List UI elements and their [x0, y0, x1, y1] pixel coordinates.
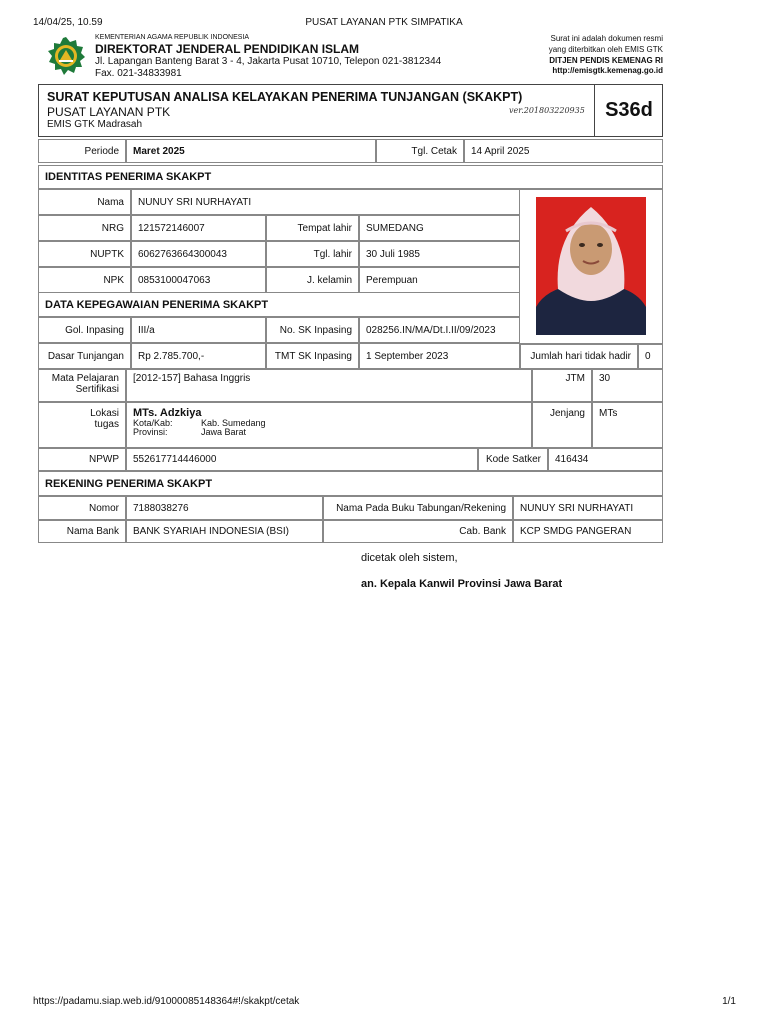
hari-value: 0	[638, 343, 663, 369]
note-line-2: yang diterbitkan oleh EMIS GTK	[548, 44, 663, 54]
lokasi-label-line-1: Lokasi	[90, 408, 119, 419]
nomor-label: Nomor	[38, 496, 126, 520]
sk-label: No. SK Inpasing	[266, 317, 359, 343]
document-version: ver.201803220935	[509, 106, 585, 115]
nomor-value: 7188038276	[126, 496, 323, 520]
mapel-label	[38, 369, 126, 402]
person-photo-icon	[536, 197, 646, 335]
nuptk-label: NUPTK	[38, 241, 131, 267]
recipient-photo	[536, 197, 646, 335]
cab-value: KCP SMDG PANGERAN	[513, 520, 663, 543]
document-title-box	[38, 84, 663, 137]
jk-label: J. kelamin	[266, 267, 359, 293]
kota-label: Kota/Kab:	[133, 418, 173, 428]
nrg-value: 121572146007	[131, 215, 266, 241]
hari-label: Jumlah hari tidak hadir	[520, 343, 638, 369]
rekening-heading: REKENING PENERIMA SKAKPT	[38, 471, 663, 496]
jenjang-value: MTs	[592, 402, 663, 448]
mapel-value: [2012-157] Bahasa Inggris	[126, 369, 532, 402]
tempat-lahir-label: Tempat lahir	[266, 215, 359, 241]
lokasi-prov-row	[133, 428, 246, 437]
npk-label: NPK	[38, 267, 131, 293]
prov-label: Provinsi:	[133, 427, 168, 438]
document-subtitle: PUSAT LAYANAN PTK	[47, 105, 171, 119]
signature-line-2: an. Kepala Kanwil Provinsi Jawa Barat	[361, 578, 563, 590]
document-subtitle-2: EMIS GTK Madrasah	[47, 119, 143, 130]
tmt-value: 1 September 2023	[359, 343, 520, 369]
mapel-label-line-2: Sertifikasi	[75, 384, 119, 395]
note-url: http://emisgtk.kemenag.go.id	[552, 66, 663, 76]
official-note	[549, 34, 663, 77]
document-title: SURAT KEPUTUSAN ANALISA KELAYAKAN PENERIMA TUNJANGAN (SKAKPT)	[47, 90, 523, 104]
nama-value: NUNUY SRI NURHAYATI	[131, 189, 520, 215]
jtm-label: JTM	[532, 369, 592, 402]
cetak-label: Tgl. Cetak	[376, 139, 464, 163]
nrg-label: NRG	[38, 215, 131, 241]
tempat-lahir-value: SUMEDANG	[359, 215, 520, 241]
bank-label: Nama Bank	[38, 520, 126, 543]
signature-line-1: dicetak oleh sistem,	[361, 552, 458, 564]
prov-value: Jawa Barat	[201, 427, 247, 438]
nuptk-value: 6062763664300043	[131, 241, 266, 267]
lokasi-label-line-2: tugas	[94, 419, 119, 430]
document-code: S36d	[594, 85, 663, 136]
identitas-heading: IDENTITAS PENERIMA SKAKPT	[38, 165, 663, 189]
note-org: DITJEN PENDIS KEMENAG RI	[549, 55, 663, 65]
bank-value: BANK SYARIAH INDONESIA (BSI)	[126, 520, 323, 543]
cetak-value: 14 April 2025	[464, 139, 663, 163]
periode-label: Periode	[38, 139, 126, 163]
footer-url: https://padamu.siap.web.id/91000085148364#!/skakpt/cetak	[33, 996, 300, 1007]
jenjang-label: Jenjang	[532, 402, 592, 448]
tgl-lahir-value: 30 Juli 1985	[359, 241, 520, 267]
print-title: PUSAT LAYANAN PTK SIMPATIKA	[305, 17, 463, 28]
nama-label: Nama	[38, 189, 131, 215]
nama-buku-value: NUNUY SRI NURHAYATI	[513, 496, 663, 520]
print-header	[0, 17, 768, 31]
sk-value: 028256.IN/MA/Dt.I.II/09/2023	[359, 317, 520, 343]
footer-page-number: 1/1	[722, 996, 736, 1007]
periode-value: Maret 2025	[126, 139, 376, 163]
gol-label: Gol. Inpasing	[38, 317, 131, 343]
jk-value: Perempuan	[359, 267, 520, 293]
kemenag-logo-icon	[46, 36, 86, 76]
nama-buku-label: Nama Pada Buku Tabungan/Rekening	[323, 496, 513, 520]
satker-label: Kode Satker	[478, 448, 548, 471]
kepegawaian-heading: DATA KEPEGAWAIAN PENERIMA SKAKPT	[38, 292, 520, 317]
directorate-name: DIREKTORAT JENDERAL PENDIDIKAN ISLAM	[95, 42, 360, 57]
tmt-label: TMT SK Inpasing	[266, 343, 359, 369]
letterhead	[38, 34, 663, 80]
npk-value: 0853100047063	[131, 267, 266, 293]
dasar-label: Dasar Tunjangan	[38, 343, 131, 369]
cab-label: Cab. Bank	[323, 520, 513, 543]
gol-value: III/a	[131, 317, 266, 343]
npwp-label: NPWP	[38, 448, 126, 471]
address: Jl. Lapangan Banteng Barat 3 - 4, Jakarta Pusat 10710, Telepon 021-3812344	[95, 56, 442, 68]
tgl-lahir-label: Tgl. lahir	[266, 241, 359, 267]
lokasi-nama: MTs. Adzkiya	[133, 407, 202, 419]
lokasi-label	[38, 402, 126, 448]
jtm-value: 30	[592, 369, 663, 402]
ministry-name: KEMENTERIAN AGAMA REPUBLIK INDONESIA	[95, 34, 250, 41]
satker-value: 416434	[548, 448, 663, 471]
mapel-label-line-1: Mata Pelajaran	[51, 373, 119, 384]
note-line-1: Surat ini adalah dokumen resmi	[550, 34, 663, 43]
lokasi-value	[126, 402, 532, 448]
dasar-value: Rp 2.785.700,-	[131, 343, 266, 369]
kota-value: Kab. Sumedang	[201, 418, 266, 428]
fax: Fax. 021-34833981	[95, 68, 182, 80]
print-datetime: 14/04/25, 10.59	[33, 17, 103, 28]
npwp-value: 552617714446000	[126, 448, 478, 471]
